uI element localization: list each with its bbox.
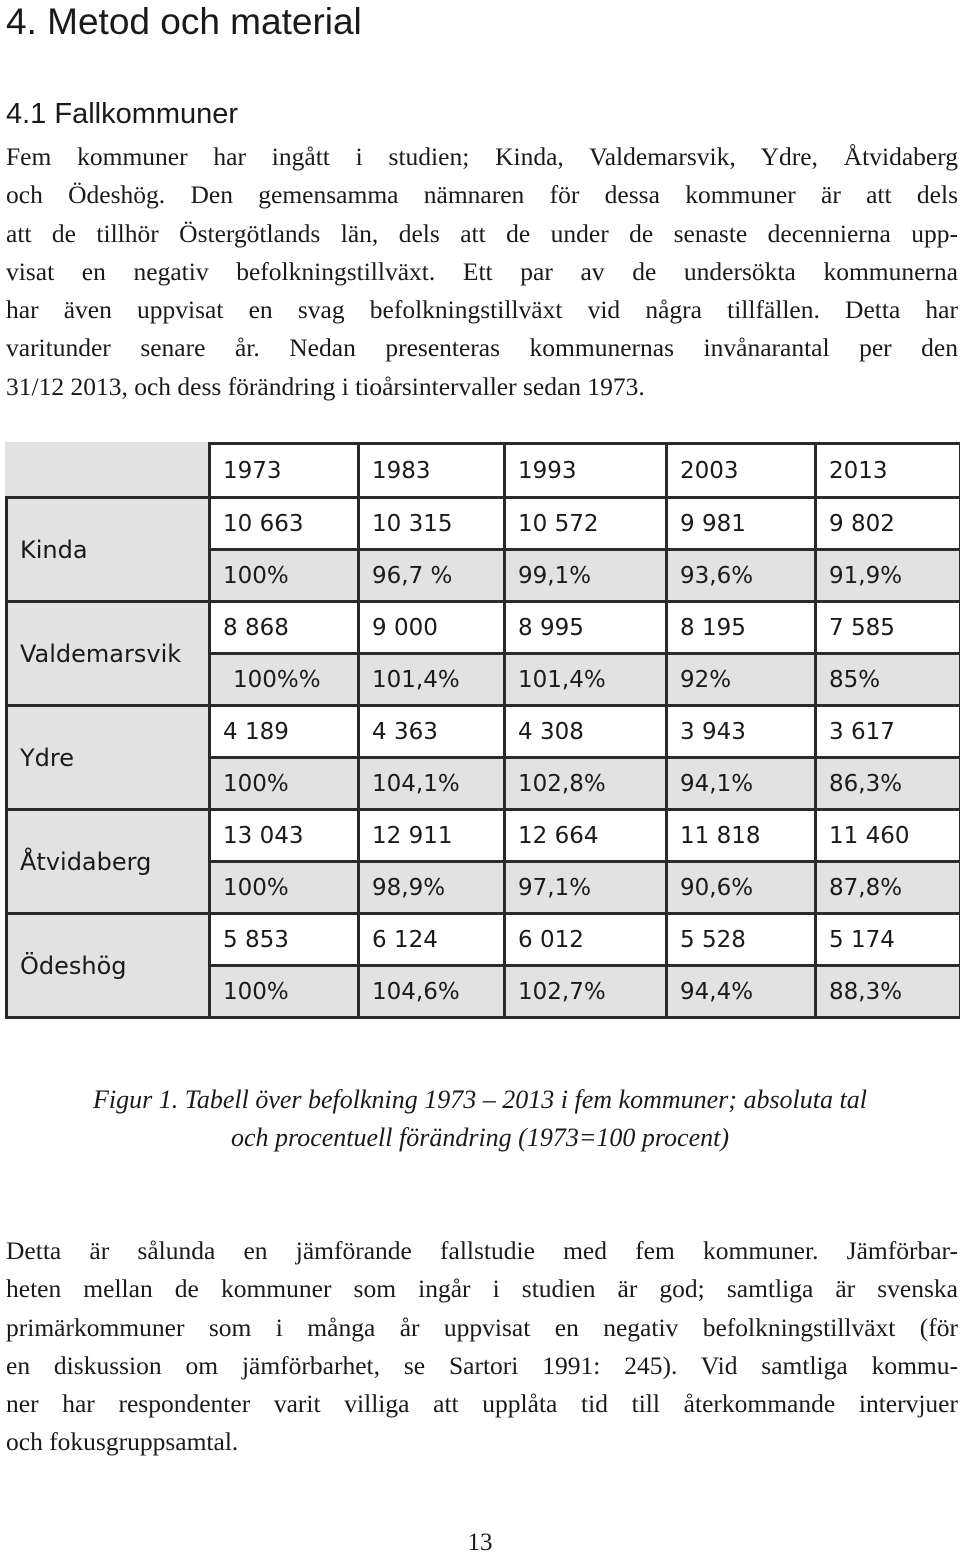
percent-cell: 92%	[667, 654, 816, 706]
paragraph-line: visat en negativ befolkningstillväxt. Ett par av de undersökta kommunerna	[6, 253, 958, 291]
percent-cell: 104,6%	[359, 966, 505, 1018]
body-paragraph	[6, 1232, 958, 1462]
absolute-cell: 9 981	[667, 498, 816, 550]
paragraph-line: och fokusgruppsamtal.	[6, 1423, 958, 1461]
percent-cell: 94,1%	[667, 758, 816, 810]
absolute-cell: 4 363	[359, 706, 505, 758]
percent-cell: 88,3%	[816, 966, 960, 1018]
caption-line: Figur 1. Tabell över befolkning 1973 – 2013 i fem kommuner; absoluta tal	[0, 1081, 960, 1119]
chapter-heading: 4. Metod och material	[6, 0, 362, 44]
municipality-cell: Valdemarsvik	[7, 602, 210, 706]
percent-cell: 93,6%	[667, 550, 816, 602]
absolute-cell: 13 043	[210, 810, 359, 862]
percent-cell: 100%	[210, 758, 359, 810]
page-number: 13	[0, 1530, 960, 1555]
year-header: 1983	[359, 444, 505, 498]
percent-cell: 96,7 %	[359, 550, 505, 602]
absolute-cell: 10 663	[210, 498, 359, 550]
paragraph-line: varitunder senare år. Nedan presenteras kommunernas invånarantal per den	[6, 329, 958, 367]
percent-cell: 102,7%	[505, 966, 667, 1018]
absolute-cell: 5 174	[816, 914, 960, 966]
absolute-cell: 7 585	[816, 602, 960, 654]
absolute-cell: 5 528	[667, 914, 816, 966]
year-header: 2003	[667, 444, 816, 498]
table-row	[7, 602, 960, 654]
absolute-cell: 5 853	[210, 914, 359, 966]
absolute-cell: 11 460	[816, 810, 960, 862]
percent-cell: 101,4%	[359, 654, 505, 706]
percent-cell: 102,8%	[505, 758, 667, 810]
table-row	[7, 498, 960, 550]
percent-cell: 101,4%	[505, 654, 667, 706]
caption-line: och procentuell förändring (1973=100 procent)	[0, 1119, 960, 1157]
percent-cell: 104,1%	[359, 758, 505, 810]
intro-paragraph	[6, 138, 958, 406]
absolute-cell: 3 943	[667, 706, 816, 758]
percent-cell: 86,3%	[816, 758, 960, 810]
percent-cell: 91,9%	[816, 550, 960, 602]
municipality-cell: Åtvidaberg	[7, 810, 210, 914]
paragraph-line: en diskussion om jämförbarhet, se Sartori 1991: 245). Vid samtliga kommu-	[6, 1347, 958, 1385]
section-heading: 4.1 Fallkommuner	[6, 94, 238, 134]
absolute-cell: 6 124	[359, 914, 505, 966]
percent-cell: 100%%	[210, 654, 359, 706]
paragraph-line: 31/12 2013, och dess förändring i tioårsintervaller sedan 1973.	[6, 368, 958, 406]
table-header-row	[7, 444, 960, 498]
absolute-cell: 11 818	[667, 810, 816, 862]
year-header: 2013	[816, 444, 960, 498]
absolute-cell: 3 617	[816, 706, 960, 758]
absolute-cell: 8 195	[667, 602, 816, 654]
percent-cell: 90,6%	[667, 862, 816, 914]
municipality-cell: Kinda	[7, 498, 210, 602]
percent-cell: 94,4%	[667, 966, 816, 1018]
population-table	[5, 442, 960, 1019]
paragraph-line: Detta är sålunda en jämförande fallstudie med fem kommuner. Jämförbar-	[6, 1232, 958, 1270]
percent-cell: 97,1%	[505, 862, 667, 914]
absolute-cell: 6 012	[505, 914, 667, 966]
paragraph-line: heten mellan de kommuner som ingår i studien är god; samtliga är svenska	[6, 1270, 958, 1308]
percent-cell: 100%	[210, 550, 359, 602]
table-row	[7, 810, 960, 862]
figure-caption	[0, 1081, 960, 1157]
percent-cell: 100%	[210, 966, 359, 1018]
absolute-cell: 9 802	[816, 498, 960, 550]
percent-cell: 99,1%	[505, 550, 667, 602]
table-corner-cell	[7, 444, 210, 498]
municipality-cell: Ödeshög	[7, 914, 210, 1018]
paragraph-line: ner har respondenter varit villiga att upplåta tid till återkommande intervjuer	[6, 1385, 958, 1423]
paragraph-line: primärkommuner som i många år uppvisat en negativ befolkningstillväxt (för	[6, 1309, 958, 1347]
percent-cell: 100%	[210, 862, 359, 914]
paragraph-line: att de tillhör Östergötlands län, dels att de under de senaste decennierna upp-	[6, 215, 958, 253]
percent-cell: 85%	[816, 654, 960, 706]
paragraph-line: har även uppvisat en svag befolkningstillväxt vid några tillfällen. Detta har	[6, 291, 958, 329]
absolute-cell: 12 911	[359, 810, 505, 862]
year-header: 1973	[210, 444, 359, 498]
paragraph-line: och Ödeshög. Den gemensamma nämnaren för dessa kommuner är att dels	[6, 176, 958, 214]
paragraph-line: Fem kommuner har ingått i studien; Kinda, Valdemarsvik, Ydre, Åtvidaberg	[6, 138, 958, 176]
absolute-cell: 4 189	[210, 706, 359, 758]
absolute-cell: 12 664	[505, 810, 667, 862]
year-header: 1993	[505, 444, 667, 498]
absolute-cell: 10 572	[505, 498, 667, 550]
absolute-cell: 9 000	[359, 602, 505, 654]
municipality-cell: Ydre	[7, 706, 210, 810]
absolute-cell: 10 315	[359, 498, 505, 550]
absolute-cell: 4 308	[505, 706, 667, 758]
absolute-cell: 8 868	[210, 602, 359, 654]
table-row	[7, 706, 960, 758]
percent-cell: 87,8%	[816, 862, 960, 914]
absolute-cell: 8 995	[505, 602, 667, 654]
table-row	[7, 914, 960, 966]
percent-cell: 98,9%	[359, 862, 505, 914]
